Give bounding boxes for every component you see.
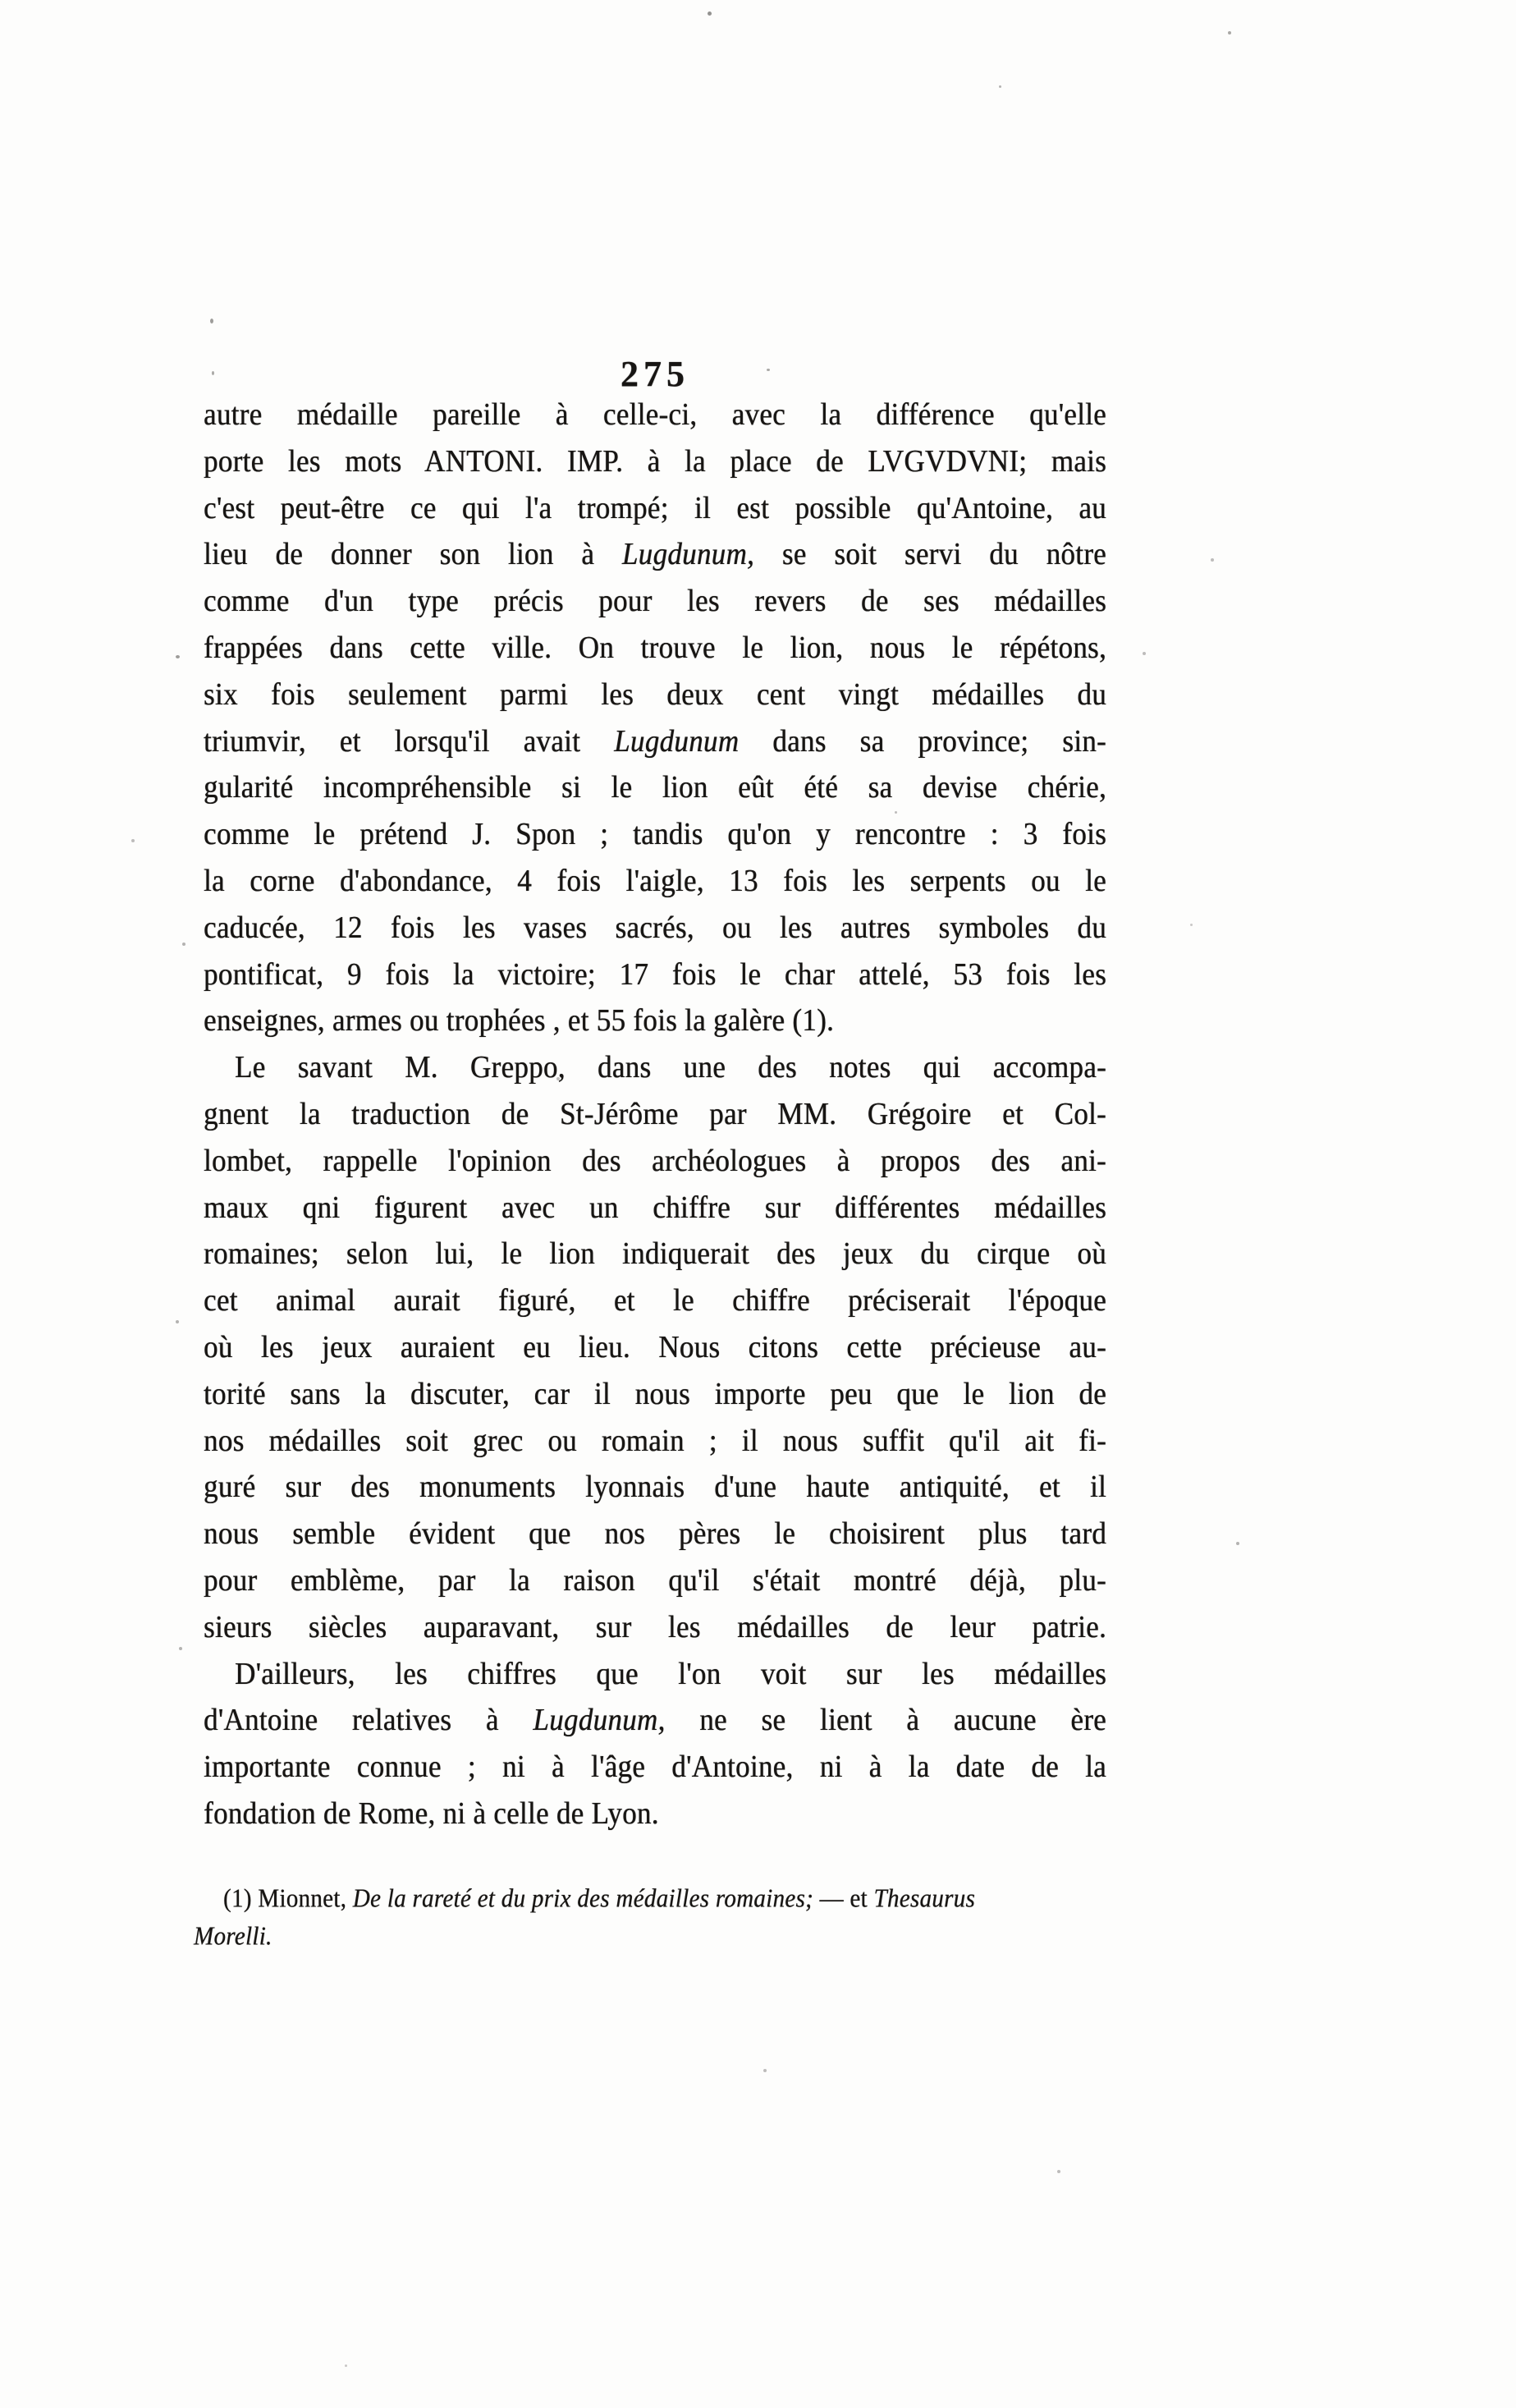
ink-speck xyxy=(176,1320,179,1323)
text-line xyxy=(204,1788,1106,1839)
text-line xyxy=(204,483,1106,534)
text-line xyxy=(204,949,1106,1000)
ink-speck xyxy=(131,839,135,842)
ink-speck xyxy=(1228,31,1231,34)
italic-text-segment: Morelli. xyxy=(194,1922,273,1952)
text-segment: lieu de donner son lion à xyxy=(204,536,622,572)
text-line xyxy=(204,576,1106,626)
text-line xyxy=(204,809,1106,860)
text-line xyxy=(194,1878,1113,1920)
text-segment: ne se lient à aucune ère xyxy=(665,1702,1106,1738)
text-segment: (1) Mionnet, xyxy=(223,1884,353,1914)
italic-text-segment: Thesaurus xyxy=(873,1884,976,1914)
text-segment: nos médailles soit grec ou romain ; il nous suffit qu'il ait fi- xyxy=(204,1422,1106,1458)
text-segment: autre médaille pareille à celle-ci, avec la différence qu'elle xyxy=(204,396,1106,432)
text-segment: enseignes, armes ou trophées , et 55 fois la galère (1). xyxy=(204,1002,835,1039)
text-segment: six fois seulement parmi les deux cent vingt médailles du xyxy=(204,676,1106,712)
text-segment: fondation de Rome, ni à celle de Lyon. xyxy=(204,1795,659,1831)
italic-text-segment: Lugdunum, xyxy=(533,1702,666,1738)
ink-speck xyxy=(708,11,712,16)
text-segment: se soit servi du nôtre xyxy=(754,536,1106,572)
ink-speck xyxy=(1057,2170,1060,2173)
body-text-block xyxy=(204,392,1106,1837)
text-line xyxy=(204,996,1106,1047)
text-line xyxy=(204,622,1106,673)
text-line xyxy=(204,1695,1106,1745)
text-line xyxy=(204,530,1106,580)
ink-speck xyxy=(763,2069,767,2072)
text-line xyxy=(204,855,1106,906)
text-segment: romaines; selon lui, le lion indiquerait des jeux du cirque où xyxy=(204,1236,1106,1272)
text-line xyxy=(204,436,1106,487)
text-segment: comme le prétend J. Spon ; tandis qu'on y rencontre : 3 fois xyxy=(204,816,1106,852)
text-segment: — et xyxy=(813,1884,874,1914)
text-segment: importante connue ; ni à l'âge d'Antoine, ni à la date de la xyxy=(204,1749,1106,1784)
text-line xyxy=(204,1741,1106,1792)
italic-text-segment: Lugdunum, xyxy=(621,536,755,572)
text-segment: où les jeux auraient eu lieu. Nous citons cette précieuse au- xyxy=(204,1328,1106,1365)
text-segment: sieurs siècles auparavant, sur les médailles de leur patrie. xyxy=(204,1608,1106,1644)
text-segment: torité sans la discuter, car il nous importe peu que le lion de xyxy=(204,1375,1106,1411)
text-line xyxy=(204,1508,1106,1559)
text-line xyxy=(204,389,1106,440)
text-line xyxy=(204,902,1106,953)
text-segment: d'Antoine relatives à xyxy=(204,1702,534,1738)
text-line xyxy=(194,1916,1113,1957)
text-line xyxy=(204,1229,1106,1280)
ink-speck xyxy=(556,1077,560,1080)
ink-speck xyxy=(999,85,1001,88)
text-line xyxy=(204,1089,1106,1140)
text-segment: lombet, rappelle l'opinion des archéologues à propos des ani- xyxy=(204,1142,1106,1178)
ink-speck xyxy=(1211,558,1214,562)
italic-text-segment: De la rareté et du prix des médailles romaines; xyxy=(352,1884,813,1914)
text-line xyxy=(204,1275,1106,1326)
text-line xyxy=(204,1135,1106,1186)
text-line xyxy=(204,1369,1106,1420)
text-segment: triumvir, et lorsqu'il avait xyxy=(204,722,615,759)
text-segment: pour emblème, par la raison qu'il s'était montré déjà, plu- xyxy=(204,1562,1106,1598)
ink-speck xyxy=(345,2364,347,2367)
text-line xyxy=(204,1182,1106,1233)
ink-speck xyxy=(179,1647,182,1650)
text-line xyxy=(204,669,1106,720)
text-segment: dans sa province; sin- xyxy=(739,722,1106,759)
text-segment: c'est peut-être ce qui l'a trompé; il est possible qu'Antoine, au xyxy=(204,489,1106,525)
text-segment: maux qni figurent avec un chiffre sur différentes médailles xyxy=(204,1189,1106,1225)
text-segment: gularité incompréhensible si le lion eût été sa devise chérie, xyxy=(204,769,1106,805)
ink-speck xyxy=(895,811,897,814)
text-segment: pontificat, 9 fois la victoire; 17 fois le char attelé, 53 fois les xyxy=(204,956,1106,992)
ink-speck xyxy=(1190,924,1193,926)
footnote-block xyxy=(194,1880,1113,1956)
text-segment: Le savant M. Greppo, dans une des notes qui accompa- xyxy=(235,1049,1106,1085)
text-line xyxy=(204,1649,1106,1699)
ink-speck xyxy=(176,655,180,658)
italic-text-segment: Lugdunum xyxy=(614,722,740,759)
text-segment: frappées dans cette ville. On trouve le lion, nous le répétons, xyxy=(204,629,1106,665)
text-line xyxy=(204,1461,1106,1512)
text-line xyxy=(204,716,1106,767)
ink-speck xyxy=(210,319,213,323)
text-line xyxy=(204,1555,1106,1606)
text-segment: cet animal aurait figuré, et le chiffre préciserait l'époque xyxy=(204,1282,1106,1319)
ink-speck xyxy=(212,371,214,375)
text-segment: nous semble évident que nos pères le choisirent plus tard xyxy=(204,1516,1106,1551)
page-number: 275 xyxy=(621,354,689,394)
text-segment: D'ailleurs, les chiffres que l'on voit sur les médailles xyxy=(235,1655,1106,1691)
ink-speck xyxy=(1236,1542,1239,1545)
text-line xyxy=(204,1322,1106,1373)
text-segment: guré sur des monuments lyonnais d'une haute antiquité, et il xyxy=(204,1469,1106,1505)
text-line xyxy=(204,1602,1106,1653)
text-segment: gnent la traduction de St-Jérôme par MM. Grégoire et Col- xyxy=(204,1095,1106,1131)
ink-speck xyxy=(182,943,185,946)
text-line xyxy=(204,1415,1106,1466)
text-segment: porte les mots ANTONI. IMP. à la place de LVGVDVNI; mais xyxy=(204,443,1106,479)
text-segment: comme d'un type précis pour les revers de ses médailles xyxy=(204,583,1106,619)
text-line xyxy=(204,1042,1106,1093)
text-line xyxy=(204,763,1106,814)
text-segment: caducée, 12 fois les vases sacrés, ou les autres symboles du xyxy=(204,909,1106,945)
text-segment: la corne d'abondance, 4 fois l'aigle, 13 fois les serpents ou le xyxy=(204,862,1106,898)
ink-speck xyxy=(767,369,770,371)
ink-speck xyxy=(1143,652,1146,655)
